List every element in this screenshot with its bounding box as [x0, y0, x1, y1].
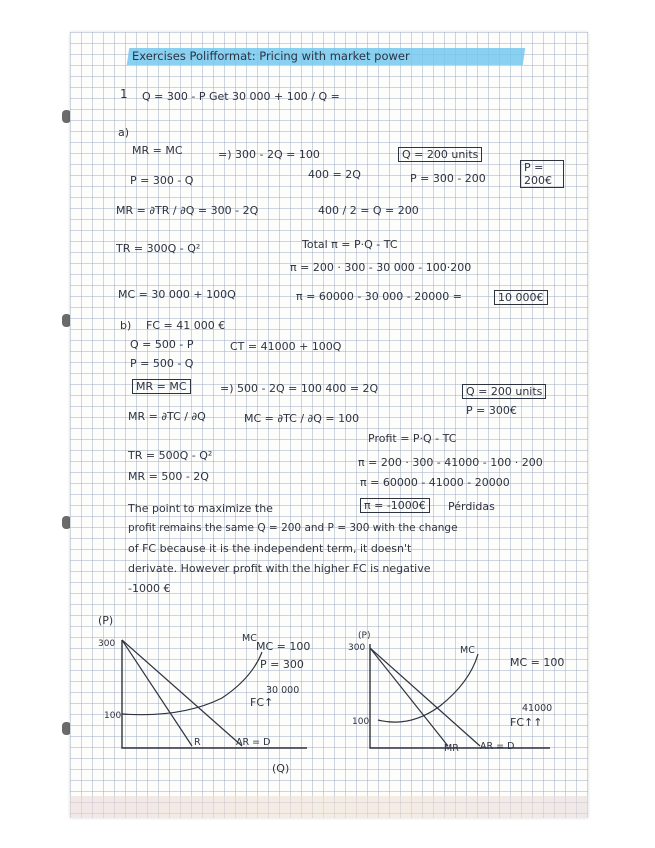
page-edge-stain [70, 796, 588, 818]
part-a-profit-result: 10 000€ [494, 290, 548, 305]
part-b-mc-def: MC = ∂TC / ∂Q = 100 [244, 412, 360, 425]
right-graph-mr-label: MR [444, 743, 459, 754]
right-graph-mr-line [370, 648, 448, 746]
explanation-line: derivate. However profit with the higher FC is negative [128, 562, 431, 575]
right-graph-y-label: (P) [358, 631, 371, 641]
part-b-mr-mc: MR = MC [132, 379, 191, 394]
left-graph-y-tick-low: 100 [104, 711, 122, 721]
right-graph-y-tick-top: 300 [348, 643, 366, 653]
part-b-ct: CT = 41000 + 100Q [230, 340, 342, 353]
part-a-total-profit: Total π = P·Q - TC [302, 238, 398, 251]
part-b-profit-calc: π = 200 · 300 - 41000 - 100 · 200 [358, 456, 543, 469]
part-a-profit-calc: π = 200 · 300 - 30 000 - 100·200 [290, 261, 472, 274]
part-a-eq-400: 400 = 2Q [308, 168, 361, 181]
part-b-p-eq: P = 500 - Q [130, 357, 194, 370]
part-a-mc: MC = 30 000 + 100Q [118, 288, 236, 301]
right-graph-ar-label: AR = D [480, 741, 515, 752]
left-graph-y-tick-top: 300 [98, 639, 116, 649]
part-b-profit-result: π = -1000€ [360, 498, 430, 513]
part-b-fc: FC = 41 000 € [146, 319, 226, 332]
problem-number: 1 [120, 87, 128, 101]
part-a-p-result: P = 200€ [520, 160, 564, 188]
part-b-profit-def: Profit = P·Q - TC [368, 432, 457, 445]
part-a-tr: TR = 300Q - Q² [116, 242, 201, 255]
left-graph-mc-curve [122, 652, 262, 715]
part-a-label: a) [118, 126, 130, 139]
part-a-p-calc: P = 300 - 200 [410, 172, 486, 185]
part-b-q-result: Q = 200 units [462, 384, 546, 399]
left-graph-ar-label: AR = D [236, 737, 271, 748]
part-b-loss-label: Pérdidas [448, 500, 495, 513]
left-graph-fc-arrow: FC↑ [250, 696, 274, 709]
right-graph-fc-value: 41000 [522, 703, 553, 714]
part-a-p-eq: P = 300 - Q [130, 174, 194, 187]
explanation-line: of FC because it is the independent term, it doesn't [128, 542, 412, 555]
right-graph-mc-label: MC [460, 645, 475, 656]
left-graph-x-label: (Q) [272, 762, 290, 775]
explanation-line: The point to maximize the [128, 502, 273, 515]
left-graph-fc-value: 30 000 [266, 685, 300, 696]
part-a-mr-def: MR = ∂TR / ∂Q = 300 - 2Q [116, 204, 259, 217]
problem-statement: Q = 300 - P Get 30 000 + 100 / Q = [142, 90, 340, 103]
right-graph-demand-line [370, 648, 480, 746]
right-graph-fc-arrow: FC↑↑ [510, 716, 543, 729]
part-b-mr: MR = 500 - 2Q [128, 470, 209, 483]
right-graph-y-tick-low: 100 [352, 717, 370, 727]
left-graph-mc-label: MC [242, 633, 257, 644]
left-graph-mc-value: MC = 100 [256, 640, 311, 653]
part-b-q-eq: Q = 500 - P [130, 338, 194, 351]
part-a-mr-mc-eq: =) 300 - 2Q = 100 [218, 148, 320, 161]
part-b-p-result: P = 300€ [466, 404, 517, 417]
right-graph-mc-value: MC = 100 [510, 656, 565, 669]
notebook-page [70, 32, 588, 818]
explanation-line: -1000 € [128, 582, 171, 595]
part-a-q-result: Q = 200 units [398, 147, 482, 162]
part-b-profit-calc2: π = 60000 - 41000 - 20000 [360, 476, 510, 489]
part-b-tr: TR = 500Q - Q² [128, 449, 213, 462]
part-b-mr-mc-eq: =) 500 - 2Q = 100 400 = 2Q [220, 382, 379, 395]
left-graph-y-label: (P) [98, 614, 114, 627]
left-graph-mr-label: R [194, 737, 201, 748]
part-a-profit-calc2: π = 60000 - 30 000 - 20000 = [296, 290, 462, 303]
part-b-label: b) [120, 319, 132, 332]
left-graph-p-value: P = 300 [260, 658, 304, 671]
explanation-line: profit remains the same Q = 200 and P = 300 with the change [128, 522, 458, 534]
right-graph-mc-curve [378, 654, 478, 722]
page-title: Exercises Polifformat: Pricing with market power [132, 49, 410, 63]
part-a-mr-mc: MR = MC [132, 144, 183, 157]
part-a-q-frac: 400 / 2 = Q = 200 [318, 204, 419, 217]
part-b-mr-def: MR = ∂TC / ∂Q [128, 410, 206, 423]
